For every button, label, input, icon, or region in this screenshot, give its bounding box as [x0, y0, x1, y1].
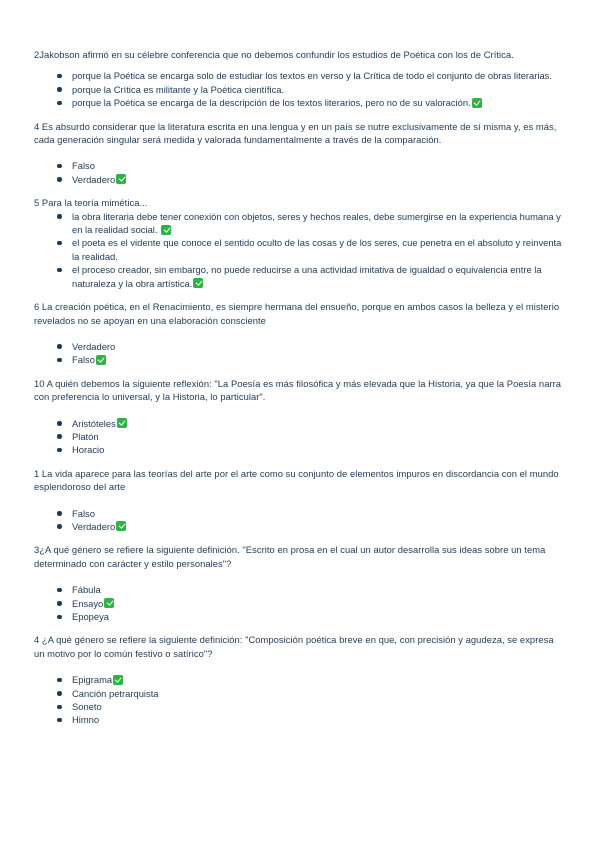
quiz-document [34, 48, 564, 727]
option-item [72, 673, 564, 686]
option-text: Fábula [72, 584, 101, 596]
check-mark-icon [104, 598, 114, 608]
option-item [72, 69, 564, 82]
option-item [72, 353, 564, 366]
options-list [34, 159, 564, 186]
question-block [34, 196, 564, 290]
question-block [34, 543, 564, 623]
question-text: 2Jakobson afirmó en su célebre conferencia que no debemos confundir los estudios de Poética con los de Crítica. [34, 49, 514, 60]
option-text: la obra literaria debe tener conexión con objetos, seres y hechos reales, debe sumergirse en la experiencia humana y en la realidad social. [72, 210, 561, 236]
options-list [34, 673, 564, 727]
question-text: 4 ¿A qué género se refiere la siguiente definición: "Composición poética breve en que, con precisión y agudeza, se expresa un motivo por lo común festivo o satírico"? [34, 634, 554, 659]
options-list [34, 340, 564, 367]
option-item [72, 520, 564, 533]
option-item [72, 597, 564, 610]
check-mark-icon [117, 418, 127, 428]
option-item [72, 159, 564, 172]
option-item [72, 173, 564, 186]
option-item [72, 583, 564, 596]
question-text: 1 La vida aparece para las teorías del arte por el arte como su conjunto de elementos impuros en discordancia con el mundo esplendoroso del arte [34, 467, 559, 493]
option-text: Himno [72, 714, 100, 726]
option-item [72, 443, 564, 456]
check-mark-icon [116, 174, 126, 184]
options-list [34, 417, 564, 457]
check-mark-icon [161, 225, 171, 235]
options-list [34, 210, 564, 290]
options-list [34, 583, 564, 623]
option-item [72, 610, 564, 623]
option-text: Falso [72, 507, 95, 519]
option-text: Verdadero [72, 520, 116, 532]
question-block [34, 377, 564, 457]
options-list [34, 69, 564, 109]
option-item [72, 96, 564, 109]
check-mark-icon [116, 521, 126, 531]
option-text: porque la Poética se encarga solo de estudiar los textos en verso y la Crítica de todo el conjunto de obras literarias. [72, 70, 552, 82]
option-item [72, 687, 564, 700]
options-list [34, 507, 564, 534]
option-text: Falso [72, 160, 95, 172]
option-item [72, 236, 564, 263]
option-item [72, 700, 564, 713]
option-text: porque la Poética se encarga de la descripción de los textos literarios, pero no de su valoración. [72, 97, 471, 109]
option-text: Canción petrarquista [72, 687, 159, 699]
question-text: 10 A quién debemos la siguiente reflexión: "La Poesía es más filosófica y más elevada que la Historia, ya que la Poesía narra con preferencia lo universal, y la Historia, lo particular". [34, 377, 562, 403]
question-text: 6 La creación poética, en el Renacimiento, es siempre hermana del ensueño, porque en ambos casos la belleza y el misterio revelados no se apoyan en una elaboración consciente [34, 301, 560, 326]
question-block [34, 300, 564, 367]
option-item [72, 340, 564, 353]
option-text: Falso [72, 354, 95, 366]
question-text: 3¿A qué género se refiere la siguiente definición. "Escrito en prosa en el cual un autor desarrolla sus ideas sobre un tema determinado con carácter y estilo personales"? [34, 544, 546, 569]
question-block [34, 633, 564, 726]
check-mark-icon [113, 675, 123, 685]
option-text: Horacio [72, 444, 105, 456]
option-text: porque la Crítica es militante y la Poética científica. [72, 83, 285, 95]
option-text: el proceso creador, sin embargo, no puede reducirse a una actividad imitativa de igualdad o equivalencia entre la naturaleza y la obra artística. [72, 264, 542, 289]
option-item [72, 210, 564, 237]
question-block [34, 467, 564, 534]
option-text: Verdadero [72, 340, 116, 352]
check-mark-icon [472, 98, 482, 108]
option-item [72, 263, 564, 290]
question-block [34, 48, 564, 110]
check-mark-icon [96, 355, 106, 365]
option-item [72, 713, 564, 726]
question-text: 4 Es absurdo considerar que la literatura escrita en una lengua y en un país se nutre exclusivamente de sí misma y, es más, cada generación singular será medida y valorada fundamentalmente a través de la comparación. [34, 120, 557, 146]
question-block [34, 120, 564, 187]
option-item [72, 417, 564, 430]
option-text: Aristóteles [72, 417, 116, 429]
option-text: el poeta es el vidente que conoce el sentido oculto de las cosas y de los seres, cue penetra en el absoluto y reinventa la realidad. [72, 237, 562, 262]
option-text: Platón [72, 430, 99, 442]
option-item [72, 83, 564, 96]
check-mark-icon [193, 278, 203, 288]
option-text: Soneto [72, 701, 102, 713]
option-text: Verdadero [72, 173, 116, 185]
question-text: 5 Para la teoría mimética... [34, 197, 148, 209]
option-item [72, 430, 564, 443]
option-text: Epigrama [72, 674, 113, 686]
option-text: Epopeya [72, 611, 110, 622]
option-text: Ensayo [72, 597, 104, 609]
option-item [72, 507, 564, 520]
